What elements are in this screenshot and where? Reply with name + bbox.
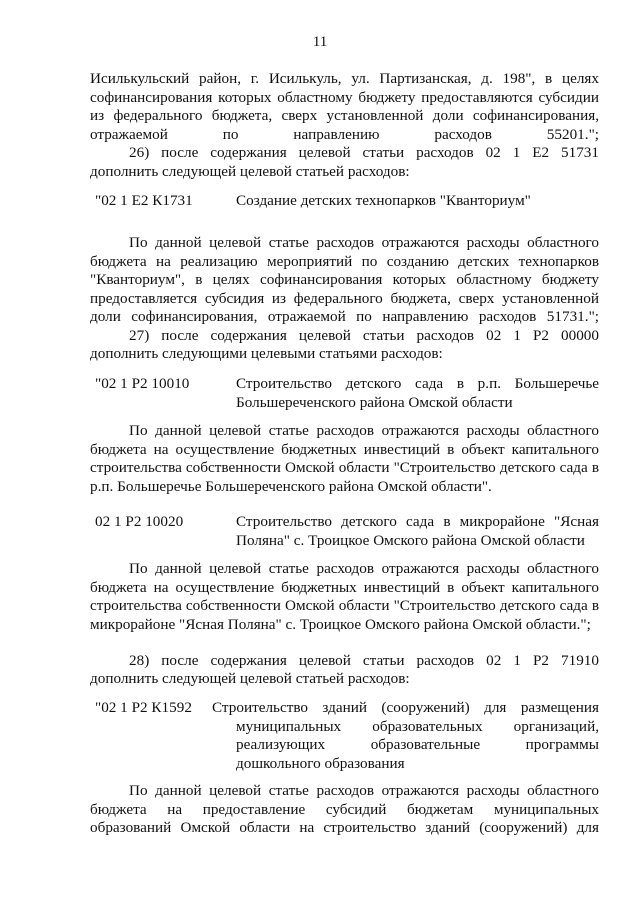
paragraph-item-27-head: 27) после содержания целевой статьи расходов 02 1 Р2 00000	[129, 327, 599, 344]
entry-desc-k1731: Создание детских технопарков "Кванториум"	[236, 192, 531, 209]
paragraph-item-28-head: 28) после содержания целевой статьи расходов 02 1 Р2 71910	[129, 652, 599, 669]
paragraph-item-27-tail: дополнить следующими целевыми статьями расходов:	[90, 345, 443, 362]
entry-code-10020: 02 1 Р2 10020	[95, 513, 184, 530]
paragraph-10010-description: По данной целевой статье расходов отражаются расходы областного бюджета на осуществление бюджетных инвестиций в объект капитального строительства собственности Омской области "Строительство детского сада в р.п. Большеречье Большереченского района Омской области".	[90, 422, 599, 495]
entry-desc-k1592: Строительство зданий (сооружений) для размещения муниципальных образовательных организаций, реализующих образовательные программы дошкольного образования	[212, 699, 599, 772]
paragraph-k1592-description: По данной целевой статье расходов отражаются расходы областного бюджета на предоставление субсидий бюджетам муниципальных образований Омской области на строительство зданий (сооружений) для	[90, 782, 599, 837]
page-number: 11	[312, 33, 328, 50]
entry-desc-10010: Строительство детского сада в р.п. Большеречье Большереченского района Омской области	[236, 375, 599, 411]
paragraph-item-26-head: 26) после содержания целевой статьи расходов 02 1 Е2 51731	[129, 144, 599, 161]
entry-desc-10020: Строительство детского сада в микрорайоне "Ясная Поляна" с. Троицкое Омского района Омской области	[236, 513, 599, 549]
entry-code-k1592: "02 1 Р2 К1592	[95, 699, 192, 716]
entry-code-k1731: "02 1 Е2 К1731	[95, 192, 193, 209]
paragraph-intro: Исилькульский район, г. Исилькуль, ул. Партизанская, д. 198", в целях софинансирования которых областному бюджету предоставляются субсидии из федерального бюджета, сверх установленной доли софинансирования, отражаемой по направлению расходов 55201.";	[90, 70, 599, 143]
entry-code-10010: "02 1 Р2 10010	[95, 375, 190, 392]
paragraph-item-26-tail: дополнить следующей целевой статьей расходов:	[90, 163, 410, 180]
paragraph-k1731-description: По данной целевой статье расходов отражаются расходы областного бюджета на реализацию мероприятий по созданию детских технопарков "Кванториум", в целях софинансирования которых областному бюджету предоставляется субсидия из федерального бюджета, сверх установленной доли софинансирования, отражаемой по направлению расходов 51731.";	[90, 234, 599, 326]
paragraph-10020-description: По данной целевой статье расходов отражаются расходы областного бюджета на осуществление бюджетных инвестиций в объект капитального строительства собственности Омской области "Строительство детского сада в микрорайоне "Ясная Поляна" с. Троицкое Омского района Омской области.";	[90, 560, 599, 633]
paragraph-item-28-tail: дополнить следующей целевой статьей расходов:	[90, 670, 410, 687]
